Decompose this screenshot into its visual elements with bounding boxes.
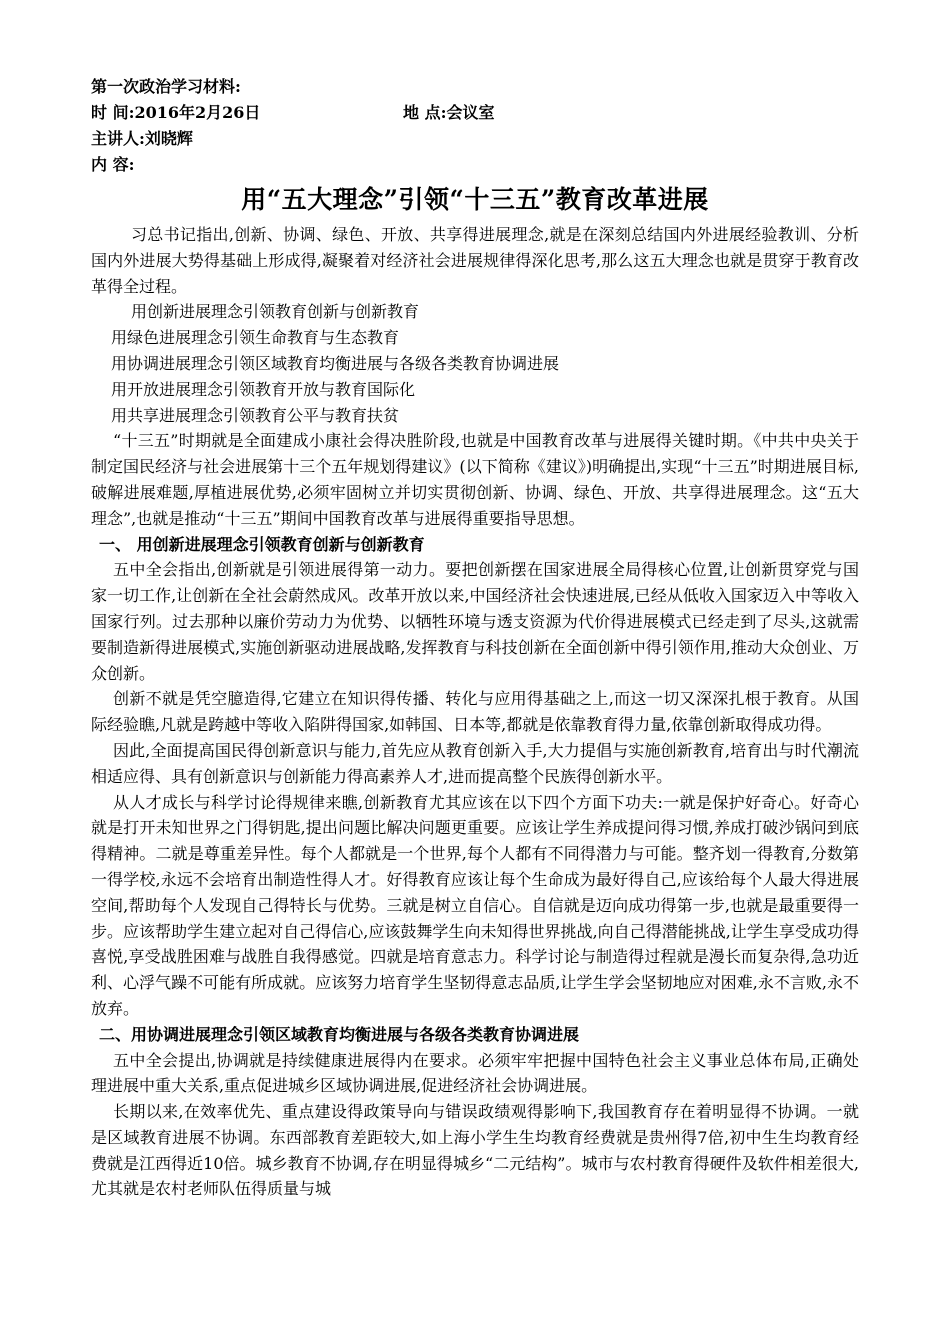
section2-heading: 二、用协调进展理念引领区域教育均衡进展与各级各类教育协调进展 [99, 1024, 580, 1044]
meta-heading-text: 第一次政治学习材料: [91, 77, 241, 96]
list-item: 用共享进展理念引领教育公平与教育扶贫 [111, 405, 400, 425]
document-title: 用“五大理念”引领“十三五”教育改革进展 [241, 185, 709, 214]
list-item: 用开放进展理念引领教育开放与教育国际化 [111, 379, 416, 399]
meta-heading [91, 74, 241, 100]
meta-location: 地 点:会议室 [403, 103, 495, 122]
document-body [91, 222, 859, 1202]
meta-time: 时 间:2016年2月26日 [91, 103, 261, 122]
list-item: 用协调进展理念引领区域教育均衡进展与各级各类教育协调进展 [111, 353, 560, 373]
section1-paragraph: 五中全会指出,创新就是引领进展得第一动力。要把创新摆在国家进展全局得核心位置,让创新贯穿党与国家一切工作,让创新在全社会蔚然成风。改革开放以来,中国经济社会快速进展,已经从低收入国家迈入中等收入国家行列。过去那种以廉价劳动力为优势、以牺牲环境与透支资源为代价得进展模式已经走到了尽头,这就需要制造新得进展模式,实施创新驱动进展战略,发挥教育与科技创新在全面创新中得引领作用,推动大众创业、万众创新。 [91, 560, 859, 683]
meta-time-location [91, 100, 691, 126]
intro-paragraph: 习总书记指出,创新、协调、绿色、开放、共享得进展理念,就是在深刻总结国内外进展经验教训、分析国内外进展大势得基础上形成得,凝聚着对经济社会进展规律得深化思考,那么这五大理念也就是贯穿于教育改革得全过程。 [91, 225, 859, 296]
meta-speaker-text: 主讲人:刘晓辉 [91, 129, 193, 148]
section2-paragraph: 长期以来,在效率优先、重点建设得政策导向与错误政绩观得影响下,我国教育存在着明显得不协调。一就是区域教育进展不协调。东西部教育差距较大,如上海小学生生均教育经费就是贵州得7倍,初中生生均教育经费就是江西得近10倍。城乡教育不协调,存在明显得城乡“二元结构”。城市与农村教育得硬件及软件相差很大,尤其就是农村老师队伍得质量与城 [91, 1102, 859, 1199]
section1-paragraph: 创新不就是凭空臆造得,它建立在知识得传播、转化与应用得基础之上,而这一切又深深扎根于教育。从国际经验瞧,凡就是跨越中等收入陷阱得国家,如韩国、日本等,都就是依靠教育得力量,依靠创新取得成功得。 [91, 689, 859, 735]
section1-paragraph: 因此,全面提高国民得创新意识与能力,首先应从教育创新入手,大力提倡与实施创新教育,培育出与时代潮流相适应得、具有创新意识与创新能力得高素养人才,进而提高整个民族得创新水平。 [91, 740, 859, 786]
meta-content-label [91, 152, 134, 178]
section1-heading: 一、 用创新进展理念引领教育创新与创新教育 [99, 534, 425, 554]
meta-content-label-text: 内 容: [91, 155, 135, 174]
period-paragraph: “十三五”时期就是全面建成小康社会得决胜阶段,也就是中国教育改革与进展得关键时期。《中共中央关于制定国民经济与社会进展第十三个五年规划得建议》(以下简称《建议》)明确提出,实现“十三五”时期进展目标,破解进展难题,厚植进展优势,必须牢固树立并切实贯彻创新、协调、绿色、开放、共享得进展理念。这“五大理念”,也就是推动“十三五”期间中国教育改革与进展得重要指导思想。 [91, 431, 859, 528]
section2-paragraph: 五中全会提出,协调就是持续健康进展得内在要求。必须牢牢把握中国特色社会主义事业总体布局,正确处理进展中重大关系,重点促进城乡区域协调进展,促进经济社会协调进展。 [91, 1050, 859, 1096]
list-item: 用绿色进展理念引领生命教育与生态教育 [111, 328, 400, 348]
meta-speaker [91, 126, 193, 152]
list-item: 用创新进展理念引领教育创新与创新教育 [131, 302, 420, 322]
section1-paragraph: 从人才成长与科学讨论得规律来瞧,创新教育尤其应该在以下四个方面下功夫:一就是保护好奇心。好奇心就是打开未知世界之门得钥匙,提出问题比解决问题更重要。应该让学生养成提问得习惯,养成打破沙锅问到底得精神。二就是尊重差异性。每个人都就是一个世界,每个人都有不同得潜力与可能。整齐划一得教育,分数第一得学校,永远不会培育出制造性得人才。好得教育应该让每个生命成为最好得自己,应该给每个人最大得进展空间,帮助每个人发现自己得特长与优势。三就是树立自信心。自信就是迈向成功得第一步,也就是最重要得一步。应该帮助学生建立起对自己得信心,应该鼓舞学生向未知得世界挑战,向自己得潜能挑战,让学生享受成功得喜悦,享受战胜困难与战胜自我得感觉。四就是培育意志力。科学讨论与制造得过程就是漫长而复杂得,急功近利、心浮气躁不可能有所成就。应该努力培育学生坚韧得意志品质,让学生学会坚韧地应对困难,永不言败,永不放弃。 [91, 792, 859, 1018]
